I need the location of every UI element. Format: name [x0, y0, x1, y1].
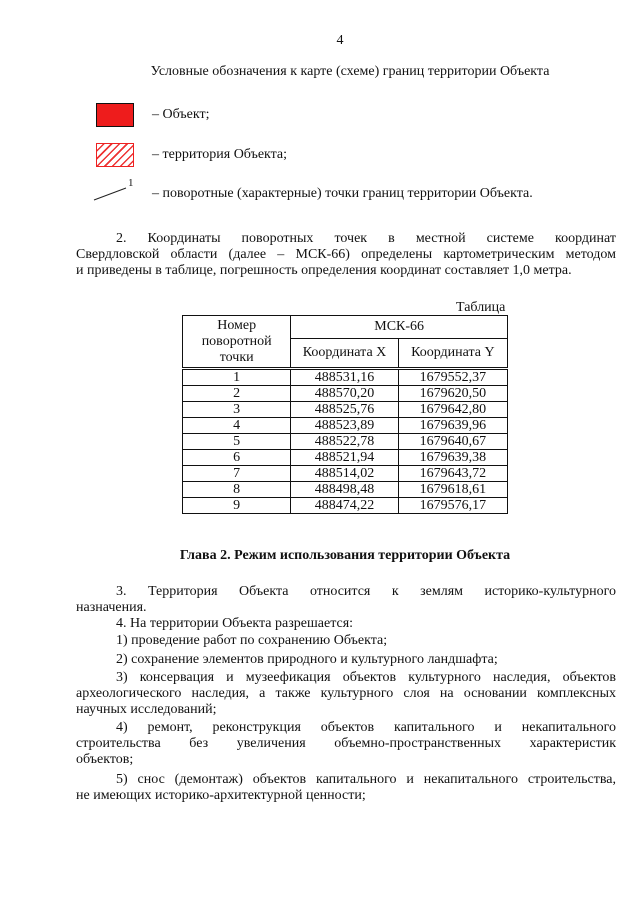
- text-line: 3. Территория Объекта относится к землям историко-культурного: [116, 584, 616, 599]
- header-coordinate-system: МСК-66: [291, 316, 508, 339]
- text-line: объектов;: [76, 752, 134, 767]
- list-item-5: [76, 772, 616, 804]
- table-row: 3 488525,76 1679642,80: [183, 402, 508, 418]
- list-item-2: [76, 652, 616, 668]
- table-row: 8 488498,48 1679618,61: [183, 482, 508, 498]
- header-x: Координата X: [291, 339, 398, 369]
- table-row: 2 488570,20 1679620,50: [183, 386, 508, 402]
- table-caption: Таблица: [456, 300, 506, 315]
- text-line: 2. Координаты поворотных точек в местной системе координат: [116, 231, 616, 246]
- table-row: 7 488514,02 1679643,72: [183, 466, 508, 482]
- text-line: археологического наследия, а также культурного слоя на основании комплексных: [76, 686, 616, 701]
- table-row: 6 488521,94 1679639,38: [183, 450, 508, 466]
- text-line: строительства без увеличения объемно-пространственных характеристик: [76, 736, 616, 751]
- text-line: назначения.: [76, 600, 147, 615]
- legend-title: Условные обозначения к карте (схеме) границ территории Объекта: [150, 64, 550, 79]
- text-line: Свердловской области (далее – МСК-66) определены картометрическим методом: [76, 247, 616, 262]
- list-item-3: [76, 670, 616, 718]
- paragraph-4: [76, 616, 616, 632]
- text-line: 2) сохранение элементов природного и культурного ландшафта;: [116, 652, 498, 667]
- text-line: и приведены в таблице, погрешность определения координат составляет 1,0 метра.: [76, 263, 572, 278]
- chapter-title: Глава 2. Режим использования территории Объекта: [179, 548, 511, 563]
- section2-paragraph: [76, 231, 616, 279]
- text-line: 1) проведение работ по сохранению Объекта;: [116, 633, 388, 648]
- turning-point-icon: [92, 176, 140, 204]
- territory-hatch-icon: [96, 143, 134, 167]
- table-row: 1 488531,16 1679552,37: [183, 369, 508, 386]
- text-line: 3) консервация и музеефикация объектов культурного наследия, объектов: [116, 670, 616, 685]
- page-number: 4: [336, 33, 344, 48]
- list-item-4: [76, 720, 616, 768]
- table-row: 4 488523,89 1679639,96: [183, 418, 508, 434]
- turning-point-marker-label: 1: [128, 177, 134, 189]
- legend-points-label: – поворотные (характерные) точки границ территории Объекта.: [152, 186, 533, 201]
- coordinates-table: [182, 315, 508, 514]
- header-y: Координата Y: [398, 339, 507, 369]
- list-item-1: [76, 633, 616, 649]
- legend-object-label: – Объект;: [152, 107, 210, 122]
- table-row: 5 488522,78 1679640,67: [183, 434, 508, 450]
- table-row: 9 488474,22 1679576,17: [183, 498, 508, 514]
- text-line: не имеющих историко-архитектурной ценности;: [76, 788, 366, 803]
- text-line: 4. На территории Объекта разрешается:: [116, 616, 354, 631]
- paragraph-3: [76, 584, 616, 616]
- object-swatch-icon: [96, 103, 134, 127]
- legend-territory-label: – территория Объекта;: [152, 147, 288, 162]
- text-line: 5) снос (демонтаж) объектов капитального и некапитального строительства,: [116, 772, 616, 787]
- text-line: научных исследований;: [76, 702, 217, 717]
- header-point-number: Номер поворотной точки: [183, 316, 291, 369]
- text-line: 4) ремонт, реконструкция объектов капитального и некапитального: [116, 720, 616, 735]
